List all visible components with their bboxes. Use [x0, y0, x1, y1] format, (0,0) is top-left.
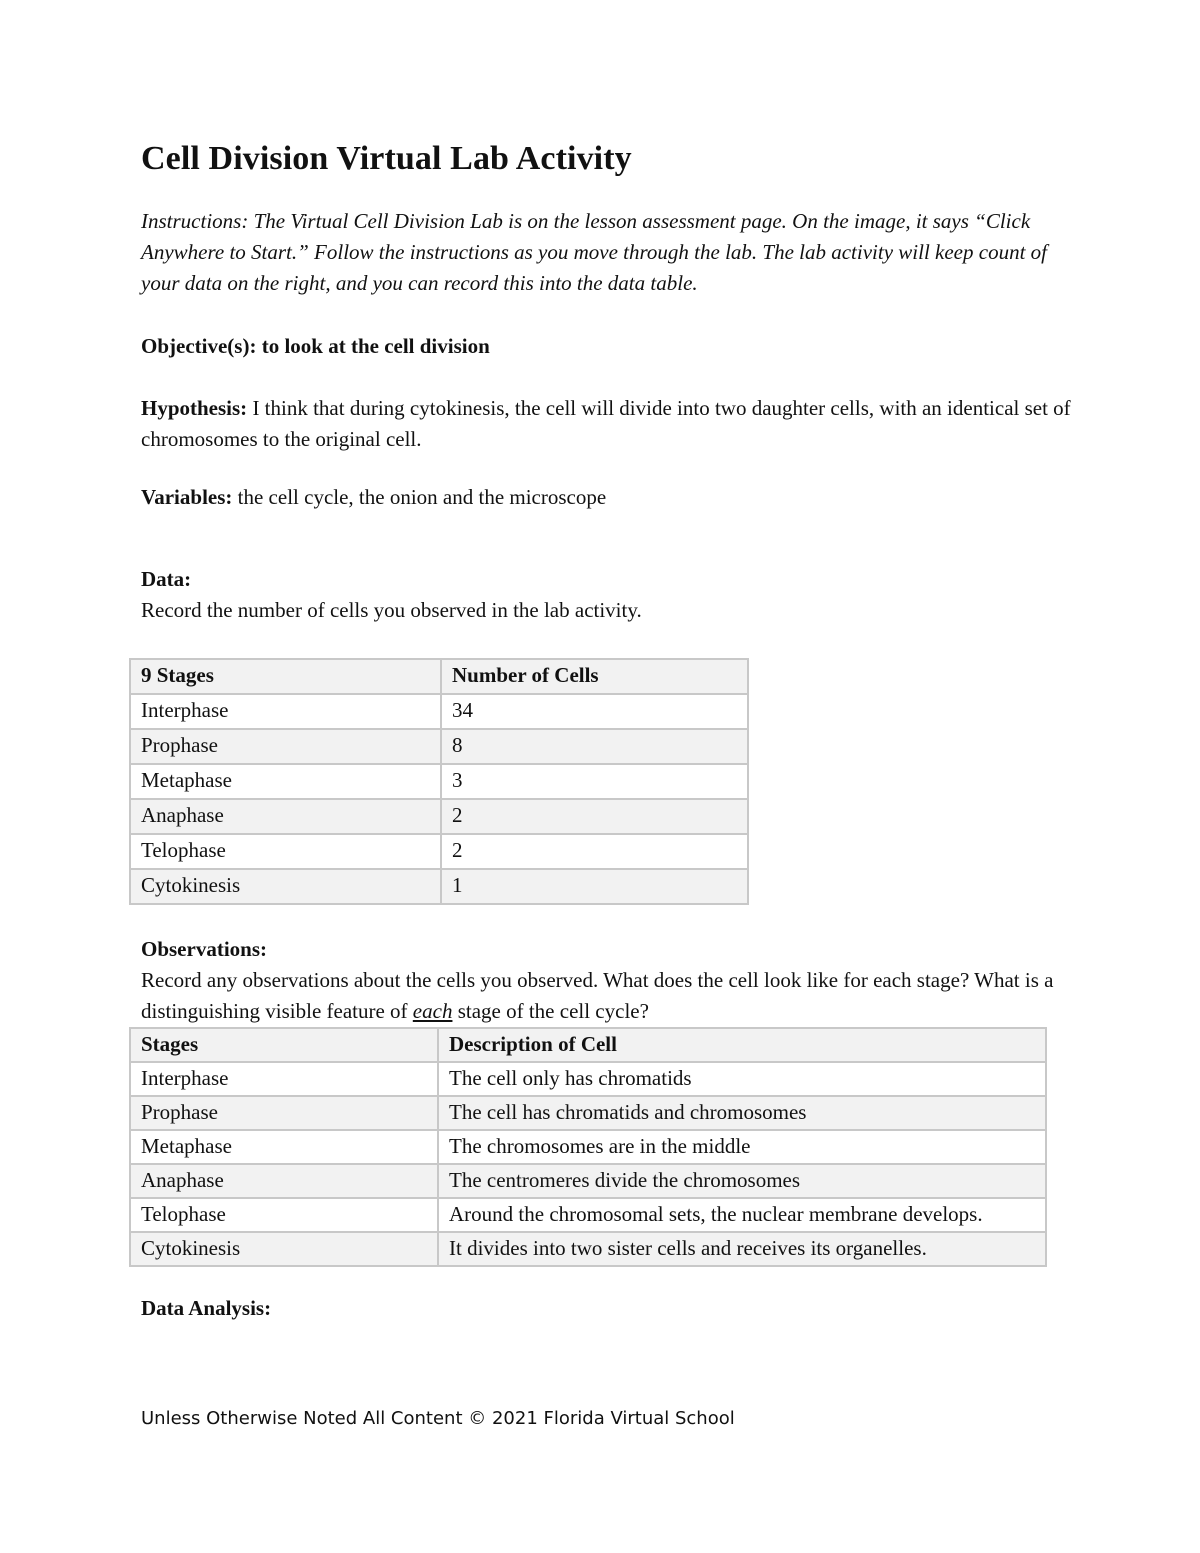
stage-cell: Prophase: [130, 1096, 438, 1130]
variables-line: [141, 482, 1071, 513]
hypothesis-paragraph: [141, 393, 1071, 455]
count-cell: 8: [441, 729, 748, 764]
table-row: [130, 869, 748, 904]
stage-cell: Telophase: [130, 1198, 438, 1232]
table-header-row: [130, 659, 748, 694]
observations-instruction: [141, 965, 1071, 1027]
count-cell: 34: [441, 694, 748, 729]
description-cell: The centromeres divide the chromosomes: [438, 1164, 1046, 1198]
stage-cell: Anaphase: [130, 1164, 438, 1198]
table-row: [130, 694, 748, 729]
stage-cell: Cytokinesis: [130, 869, 441, 904]
stage-cell: Prophase: [130, 729, 441, 764]
table-header-cell: 9 Stages: [130, 659, 441, 694]
count-cell: 2: [441, 834, 748, 869]
table-header-cell: Stages: [130, 1028, 438, 1062]
description-cell: The chromosomes are in the middle: [438, 1130, 1046, 1164]
description-cell: The cell only has chromatids: [438, 1062, 1046, 1096]
table-row: [130, 1198, 1046, 1232]
data-heading: Data:: [141, 567, 192, 591]
observations-heading: Observations:: [141, 937, 267, 961]
hypothesis-text: I think that during cytokinesis, the cell will divide into two daughter cells, with an identical set of chromosomes to the original cell.: [141, 396, 1071, 451]
count-cell: 1: [441, 869, 748, 904]
table-row: [130, 1096, 1046, 1130]
observations-text-after: stage of the cell cycle?: [452, 999, 649, 1023]
description-cell: It divides into two sister cells and receives its organelles.: [438, 1232, 1046, 1266]
data-instruction: Record the number of cells you observed in the lab activity.: [141, 598, 642, 622]
table-row: [130, 799, 748, 834]
instructions-paragraph: Instructions: The Virtual Cell Division Lab is on the lesson assessment page. On the image, it says “Click Anywhere to Start.” Follow the instructions as you move through the lab. The lab activity will keep count of your data on the right, and you can record this into the data table.: [141, 209, 1047, 295]
table-row: [130, 729, 748, 764]
table-header-cell: Number of Cells: [441, 659, 748, 694]
table-row: [130, 1130, 1046, 1164]
table-row: [130, 1232, 1046, 1266]
hypothesis-label: Hypothesis:: [141, 396, 248, 420]
table-row: [130, 1164, 1046, 1198]
variables-label: Variables:: [141, 485, 233, 509]
count-cell: 3: [441, 764, 748, 799]
observations-text-before: Record any observations about the cells you observed. What does the cell look like for each stage? What is a distinguishing visible feature of: [141, 968, 1054, 1023]
stage-cell: Cytokinesis: [130, 1232, 438, 1266]
stage-cell: Telophase: [130, 834, 441, 869]
table-row: [130, 1062, 1046, 1096]
description-cell: The cell has chromatids and chromosomes: [438, 1096, 1046, 1130]
page-footer: Unless Otherwise Noted All Content © 2021 Florida Virtual School: [141, 1408, 735, 1429]
stage-cell: Metaphase: [130, 764, 441, 799]
document-title: Cell Division Virtual Lab Activity: [141, 140, 632, 177]
stage-cell: Metaphase: [130, 1130, 438, 1164]
stage-cell: Interphase: [130, 1062, 438, 1096]
stage-cell: Interphase: [130, 694, 441, 729]
table-row: [130, 834, 748, 869]
table-row: [130, 764, 748, 799]
count-cell: 2: [441, 799, 748, 834]
objective-line: Objective(s): to look at the cell division: [141, 334, 490, 358]
cell-description-table: [129, 1027, 1047, 1267]
variables-text: the cell cycle, the onion and the microscope: [232, 485, 607, 509]
description-cell: Around the chromosomal sets, the nuclear membrane develops.: [438, 1198, 1046, 1232]
data-analysis-heading: Data Analysis:: [141, 1296, 272, 1320]
table-header-row: [130, 1028, 1046, 1062]
cell-count-table: [129, 658, 749, 905]
table-header-cell: Description of Cell: [438, 1028, 1046, 1062]
stage-cell: Anaphase: [130, 799, 441, 834]
observations-emphasis: each: [412, 999, 453, 1023]
